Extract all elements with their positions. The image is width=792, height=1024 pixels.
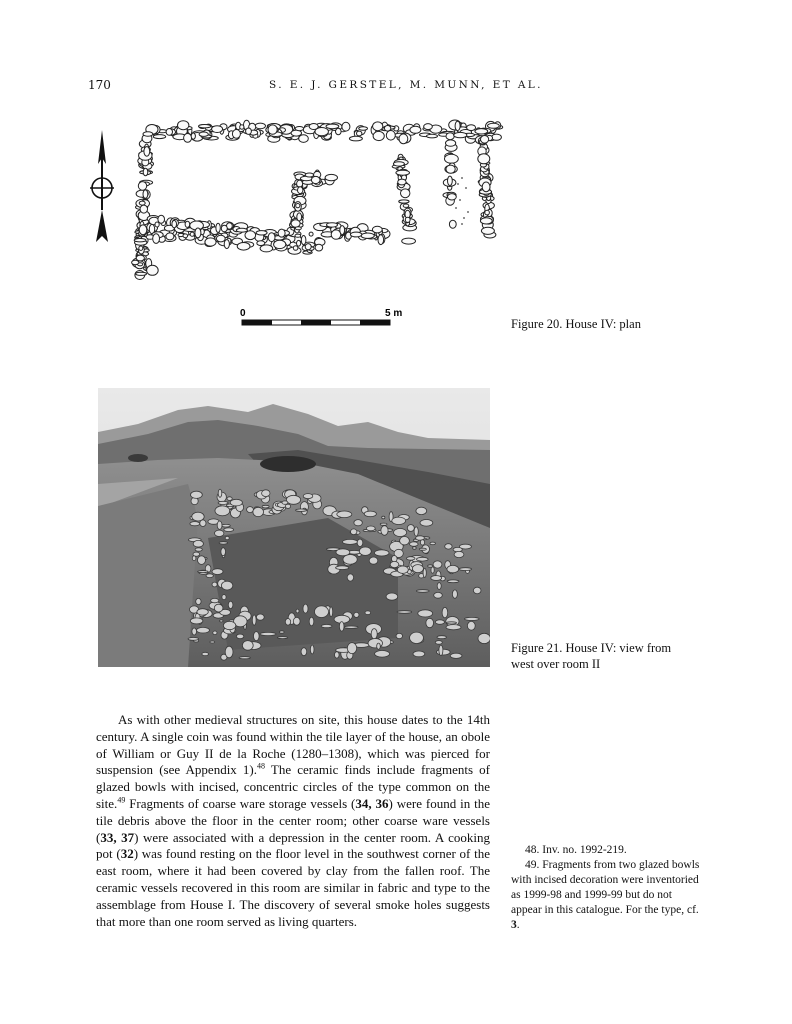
wall-stone xyxy=(350,232,361,237)
photo-stone xyxy=(256,614,264,620)
photo-stone xyxy=(224,528,234,532)
wall-stone xyxy=(340,226,345,235)
wall-stone xyxy=(396,170,410,175)
photo-stone xyxy=(195,548,202,551)
wall-stone xyxy=(172,220,177,227)
wall-stone xyxy=(143,132,153,136)
wall-stone xyxy=(295,227,301,230)
photo-stone xyxy=(222,524,231,527)
photo-stone xyxy=(396,633,402,638)
photo-stone xyxy=(446,622,456,624)
wall-stone xyxy=(481,227,494,234)
photo-stone xyxy=(212,582,217,587)
figure-21-caption-line2: west over room II xyxy=(511,657,601,671)
wall-stone xyxy=(357,131,362,136)
photo-stone xyxy=(198,556,206,565)
wall-stone xyxy=(143,190,148,198)
photo-stone xyxy=(336,549,350,556)
photo-stone xyxy=(277,637,287,639)
photo-stone xyxy=(414,527,418,536)
photo-stone xyxy=(343,539,358,544)
photo-stone xyxy=(374,550,389,556)
wall-stone xyxy=(309,232,313,236)
photo-stone xyxy=(375,651,390,658)
wall-stone xyxy=(191,133,195,139)
photo-stone xyxy=(406,557,415,560)
north-arrow-icon xyxy=(90,130,114,242)
wall-stone xyxy=(153,234,160,244)
wall-stone xyxy=(446,165,455,173)
photo-stone xyxy=(262,490,270,497)
wall-stone xyxy=(398,179,406,185)
wall-stone xyxy=(166,233,174,240)
photo-stone xyxy=(301,648,307,656)
wall-stone xyxy=(240,125,244,129)
wall-stone xyxy=(178,121,189,130)
photo-stone xyxy=(215,530,224,536)
wall-stone xyxy=(315,244,323,251)
photo-stone xyxy=(450,653,462,658)
wall-stone xyxy=(372,226,382,233)
wall-stone xyxy=(138,182,146,191)
photo-stone xyxy=(459,568,471,571)
photo-stone xyxy=(202,652,209,655)
wall-stone xyxy=(140,205,147,213)
photo-stone xyxy=(262,505,269,508)
photo-stone xyxy=(321,625,332,628)
wall-stone xyxy=(401,189,410,198)
wall-stone xyxy=(410,126,421,133)
photo-stone xyxy=(433,561,442,568)
photo-stone xyxy=(366,526,375,531)
wall-stone xyxy=(195,228,201,238)
photo-stone xyxy=(222,595,226,600)
photo-stone xyxy=(412,565,423,573)
wall-stone xyxy=(305,244,311,250)
photo-stone xyxy=(282,501,288,504)
wall-stone xyxy=(327,223,338,227)
wall-stone xyxy=(216,235,225,242)
photo-stone xyxy=(437,583,441,590)
photo-stone xyxy=(381,526,388,536)
wall-stone xyxy=(296,204,300,208)
photo-stone xyxy=(478,633,490,643)
photo-stone xyxy=(190,522,200,526)
photo-stone xyxy=(435,641,442,645)
wall-stone xyxy=(236,228,247,232)
wall-stone xyxy=(185,221,190,227)
photo-stone xyxy=(413,547,417,550)
catalogue-ref: 32 xyxy=(120,846,134,862)
photo-stone xyxy=(310,645,314,654)
wall-stone xyxy=(467,125,476,131)
wall-stone xyxy=(295,127,303,131)
photo-stone xyxy=(196,598,201,604)
photo-stone xyxy=(467,621,475,630)
photo-stone xyxy=(223,621,235,629)
wall-stone xyxy=(153,135,165,139)
photo-stone xyxy=(192,628,197,635)
wall-stone xyxy=(402,238,416,244)
photo-stone xyxy=(431,576,442,581)
wall-stone xyxy=(481,136,489,144)
photo-stone xyxy=(392,517,406,524)
wall-stone xyxy=(305,173,313,177)
house-photo xyxy=(98,388,490,667)
wall-stone xyxy=(205,238,216,246)
photo-stone xyxy=(347,574,353,581)
wall-stone xyxy=(274,240,286,248)
wall-stone xyxy=(399,200,409,203)
wall-stone xyxy=(480,218,492,224)
photo-stone xyxy=(296,609,299,613)
wall-stone xyxy=(255,123,265,129)
photo-stone xyxy=(190,618,203,624)
photo-stone xyxy=(280,631,285,633)
photo-stone xyxy=(435,620,444,624)
photo-stone xyxy=(286,495,300,504)
footnote-ref-49: 49 xyxy=(117,795,126,805)
photo-stone xyxy=(447,580,459,583)
photo-stone xyxy=(428,565,433,567)
scale-end-label: 5 m xyxy=(385,308,403,319)
wall-stone xyxy=(403,204,409,207)
photo-stone xyxy=(364,511,376,517)
photo-stone xyxy=(434,592,443,598)
photo-stone xyxy=(213,631,217,635)
wall-stone xyxy=(297,213,302,221)
catalogue-ref: 34, 36 xyxy=(355,795,389,811)
house-plan-figure xyxy=(90,118,520,338)
photo-stone xyxy=(430,542,435,545)
wall-stone xyxy=(155,222,159,227)
wall-stone xyxy=(136,272,147,275)
wall-stone xyxy=(386,131,395,141)
wall-stone xyxy=(478,154,490,164)
wall-stone xyxy=(199,125,211,128)
photo-stone xyxy=(218,501,228,504)
wall-stone xyxy=(245,231,256,240)
photo-stone xyxy=(369,557,378,564)
wall-stone xyxy=(445,154,459,163)
photo-stone xyxy=(390,561,399,567)
photo-stone xyxy=(339,622,344,632)
wall-stone xyxy=(315,128,328,136)
footnote-49: 49. Fragments from two glazed bowls with incised decoration were inventoried as 1999-98 and 1999-99 but do not appear in this catalogue. For the type, cf. 3. xyxy=(511,859,700,931)
wall-stone xyxy=(361,233,374,238)
wall-stone xyxy=(455,121,460,130)
wall-stone xyxy=(237,243,250,251)
wall-stone xyxy=(139,225,147,235)
photo-stone xyxy=(431,567,434,573)
photo-stone xyxy=(416,507,427,514)
wall-stone xyxy=(399,134,408,144)
photo-stone xyxy=(445,544,452,549)
photo-stone xyxy=(192,512,204,521)
photo-stone xyxy=(230,499,242,506)
photo-stone xyxy=(315,606,329,618)
wall-stone xyxy=(256,231,267,235)
wall-stone xyxy=(278,229,285,237)
photo-stone xyxy=(442,607,448,617)
photo-stone xyxy=(228,601,233,608)
photo-stone xyxy=(252,615,256,625)
photo-stone xyxy=(215,506,230,516)
wall-stone xyxy=(373,122,383,131)
wall-stone xyxy=(488,123,500,128)
photo-stone xyxy=(303,604,308,613)
wall-stone xyxy=(143,168,148,176)
wall-stone xyxy=(246,128,252,134)
photo-stone xyxy=(285,504,290,508)
photo-stone xyxy=(371,629,377,639)
wall-stone xyxy=(297,180,303,187)
footnote-48: 48. Inv. no. 1992-219. xyxy=(525,844,627,856)
photo-stone xyxy=(380,523,387,525)
photo-stone xyxy=(473,587,481,594)
wall-stone xyxy=(139,246,143,250)
photo-stone xyxy=(335,652,340,658)
wall-stone xyxy=(325,174,337,180)
photo-stone xyxy=(260,632,276,635)
figure-21-caption-line1: Figure 21. House IV: view from xyxy=(511,641,672,655)
wall-stone xyxy=(139,201,145,205)
photo-stone xyxy=(386,593,398,600)
photo-stone xyxy=(420,540,424,545)
photo-stone xyxy=(419,548,426,550)
photo-stone xyxy=(347,643,356,654)
catalogue-ref: 33, 37 xyxy=(100,829,135,845)
wall-stone xyxy=(144,147,150,157)
photo-stone xyxy=(219,542,227,544)
wall-stone xyxy=(199,132,208,136)
page-number: 170 xyxy=(88,78,111,92)
wall-stone xyxy=(293,246,298,251)
photo-stone xyxy=(413,651,425,657)
photo-stone xyxy=(242,641,253,651)
wall-stone xyxy=(446,140,456,146)
wall-stone xyxy=(349,136,362,141)
wall-stone xyxy=(492,134,502,140)
photo-stone xyxy=(397,611,412,614)
photo-stone xyxy=(446,625,461,630)
photo-stone xyxy=(296,509,307,511)
body-text xyxy=(96,712,490,930)
photo-stone xyxy=(344,626,358,628)
wall-stone xyxy=(216,223,220,232)
photo-stone xyxy=(426,618,434,627)
wall-stone xyxy=(257,241,265,246)
wall-stone xyxy=(232,130,240,139)
photo-stone xyxy=(197,627,210,633)
photo-stone xyxy=(188,638,199,641)
photo-stone xyxy=(191,491,203,498)
wall-stone xyxy=(268,233,275,242)
scale-bar xyxy=(240,308,402,325)
photo-stone xyxy=(197,609,208,615)
photo-stone xyxy=(400,537,410,545)
wall-stone xyxy=(136,255,144,261)
floor-hatch xyxy=(455,177,469,225)
wall-stone xyxy=(448,194,457,200)
wall-stone xyxy=(260,245,273,252)
photo-stone xyxy=(192,556,196,561)
wall-stone xyxy=(212,126,223,133)
photo-stone xyxy=(465,617,480,620)
wall-stone xyxy=(301,236,306,245)
photo-stone xyxy=(193,540,203,547)
photo-stone xyxy=(337,511,352,518)
wall-stone xyxy=(405,217,410,222)
wall-stone xyxy=(184,134,192,143)
photo-stone xyxy=(210,641,215,643)
photo-stone xyxy=(218,489,222,497)
photo-stone xyxy=(416,590,429,593)
wall-stone xyxy=(336,128,342,134)
photo-stone xyxy=(211,598,219,602)
wall-stone xyxy=(166,129,172,136)
photo-stone xyxy=(336,566,349,570)
photo-stone xyxy=(206,574,213,578)
wall-stone xyxy=(373,131,384,140)
footnotes xyxy=(511,843,701,933)
photo-stone xyxy=(309,617,314,626)
wall-stone xyxy=(134,239,146,242)
wall-stone xyxy=(221,225,227,232)
photo-stone xyxy=(407,525,414,532)
wall-stone xyxy=(158,215,165,223)
wall-stone xyxy=(268,125,277,134)
photo-stone xyxy=(354,520,362,526)
wall-stone xyxy=(485,210,490,215)
wall-stone xyxy=(342,122,350,131)
photo-stone xyxy=(377,643,381,649)
photo-stone xyxy=(247,507,254,513)
photo-stone xyxy=(221,548,226,556)
wall-stone xyxy=(427,134,438,138)
photo-stone xyxy=(253,507,264,516)
wall-stone xyxy=(482,182,490,192)
photo-stone xyxy=(217,521,222,529)
photo-stone xyxy=(227,497,232,501)
wall-stone xyxy=(295,234,301,237)
wall-stone xyxy=(224,240,229,249)
photo-stone xyxy=(410,632,424,643)
wall-stone xyxy=(147,265,159,275)
photo-stone xyxy=(354,612,359,617)
wall-stone xyxy=(378,235,384,245)
photo-stone xyxy=(420,520,433,527)
photo-stone xyxy=(417,557,429,561)
photo-stone xyxy=(330,607,333,617)
wall-stone xyxy=(298,187,303,194)
wall-stone xyxy=(299,135,309,143)
photo-stone xyxy=(225,536,229,539)
photo-stone xyxy=(198,571,209,573)
wall-stone xyxy=(326,124,339,129)
photo-stone xyxy=(359,547,371,555)
photo-stone xyxy=(447,565,459,572)
photo-stone xyxy=(437,636,446,639)
photo-stone xyxy=(452,590,457,598)
photo-stone xyxy=(351,529,357,535)
photo-stone xyxy=(212,569,223,575)
photo-stone xyxy=(293,617,300,625)
wall-stone xyxy=(449,220,456,228)
photo-stone xyxy=(439,645,443,655)
photo-stone xyxy=(365,611,371,615)
photo-stone xyxy=(254,632,260,641)
running-head: S. E. J. GERSTEL, M. MUNN, ET AL. xyxy=(269,79,543,91)
photo-stone xyxy=(236,634,243,639)
wall-stone xyxy=(446,133,454,140)
photo-stone xyxy=(410,542,419,546)
scale-start-label: 0 xyxy=(240,308,246,319)
footnote-ref-48: 48 xyxy=(257,762,266,772)
photo-stone xyxy=(303,494,313,499)
photo-stone xyxy=(382,516,385,519)
photo-stone xyxy=(220,620,223,622)
photo-stone xyxy=(239,657,250,659)
photo-stone xyxy=(221,581,232,590)
wall-stone xyxy=(393,162,404,166)
photo-stone xyxy=(418,610,433,617)
figure-20-caption: Figure 20. House IV: plan xyxy=(511,317,641,331)
wall-stone xyxy=(297,240,301,246)
photo-stone xyxy=(285,619,290,626)
wall-stone xyxy=(424,124,433,130)
photo-stone xyxy=(394,529,407,537)
photo-stone xyxy=(225,646,233,658)
photo-stone xyxy=(454,551,464,557)
body-paragraph: As with other medieval structures on site, this house dates to the 14th century. A single coin was found within the tile layer of the house, an obole of William or Guy II de la Roche (1280–1308), which was pierced for suspension (see Appendix 1).$^{48}$ The ceramic finds include fragments of glazed bowls with incised, concentric circles of the type common on the site.$^{49}$ Fragments of coarse ware storage vessels (34, 36) were found in the tile debris above the floor in the center room; other coarse ware vessels (33, 37) were associated with a depression in the center room. A cooking pot (32) was found resting on the floor level in the southwest corner of the east room, where it had been covered by clay from the fallen roof. The ceramic vessels recovered in this room are similar in fabric and type to the assemblage from House I. The discovery of several smoke holes suggests that more than one room served as living quarters. xyxy=(96,712,491,929)
wall-stone xyxy=(454,132,467,137)
wall-stone xyxy=(448,176,453,185)
photo-stone xyxy=(214,604,223,612)
wall-stone xyxy=(475,129,488,134)
figure-21-caption xyxy=(511,640,671,672)
wall-stone xyxy=(359,127,368,131)
photo-stone xyxy=(357,539,363,546)
wall-stone xyxy=(190,232,194,236)
wall-stone xyxy=(183,234,188,238)
wall-stone xyxy=(311,176,320,183)
photo-stone xyxy=(397,566,408,573)
